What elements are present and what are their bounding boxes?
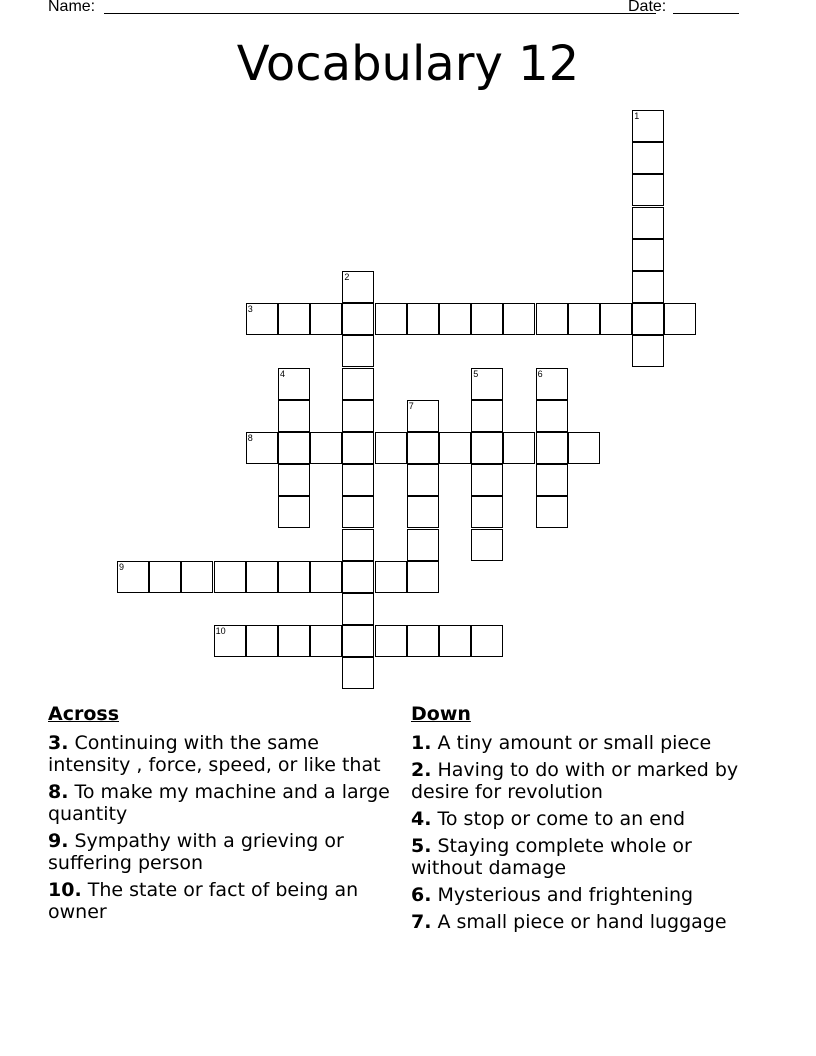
grid-cell[interactable] [375, 303, 407, 335]
clue-number: 4. [411, 808, 432, 830]
grid-cell[interactable] [407, 400, 439, 432]
grid-cell[interactable] [407, 529, 439, 561]
grid-cell[interactable] [342, 271, 374, 303]
clue-number: 6. [411, 884, 432, 906]
grid-cell[interactable] [632, 239, 664, 271]
grid-cell[interactable] [471, 400, 503, 432]
grid-cell[interactable] [407, 432, 439, 464]
grid-cell[interactable] [407, 464, 439, 496]
clue-down-7 [411, 911, 761, 933]
grid-cell[interactable] [342, 400, 374, 432]
grid-cell[interactable] [278, 303, 310, 335]
grid-cell[interactable] [342, 529, 374, 561]
grid-cell[interactable] [246, 561, 278, 593]
grid-cell[interactable] [342, 335, 374, 367]
grid-cell[interactable] [117, 561, 149, 593]
clue-across-10 [48, 879, 396, 923]
clue-text: To stop or come to an end [437, 808, 686, 830]
clue-down-1 [411, 732, 761, 754]
grid-cell[interactable] [503, 303, 535, 335]
cell-number: 7 [408, 400, 414, 411]
grid-cell[interactable] [310, 303, 342, 335]
page-title: Vocabulary 12 [236, 36, 580, 92]
grid-cell[interactable] [310, 625, 342, 657]
clue-text: A tiny amount or small piece [437, 732, 712, 754]
grid-cell[interactable] [536, 496, 568, 528]
grid-cell[interactable] [342, 496, 374, 528]
grid-cell[interactable] [342, 368, 374, 400]
across-clues [48, 702, 396, 928]
clue-text: To make my machine and a large quantity [48, 781, 390, 825]
cell-number: 1 [634, 111, 640, 121]
grid-cell[interactable] [632, 110, 664, 142]
grid-cell[interactable] [342, 432, 374, 464]
clue-across-3 [48, 732, 396, 776]
cell-number: 8 [247, 433, 253, 443]
grid-cell[interactable] [214, 625, 246, 657]
grid-cell[interactable] [342, 464, 374, 496]
grid-cell[interactable] [246, 625, 278, 657]
grid-cell[interactable] [181, 561, 213, 593]
grid-cell[interactable] [471, 529, 503, 561]
grid-cell[interactable] [632, 303, 664, 335]
across-heading: Across [48, 703, 120, 725]
grid-cell[interactable] [439, 303, 471, 335]
grid-cell[interactable] [278, 625, 310, 657]
clue-text: Mysterious and frightening [437, 884, 694, 906]
grid-cell[interactable] [214, 561, 246, 593]
grid-cell[interactable] [471, 303, 503, 335]
grid-cell[interactable] [246, 432, 278, 464]
grid-cell[interactable] [536, 432, 568, 464]
clue-down-2 [411, 759, 761, 803]
down-heading: Down [411, 703, 471, 725]
grid-cell[interactable] [632, 142, 664, 174]
grid-cell[interactable] [342, 657, 374, 689]
clue-text: The state or fact of being an owner [48, 879, 359, 923]
grid-cell[interactable] [536, 400, 568, 432]
clue-number: 1. [411, 732, 432, 754]
grid-cell[interactable] [310, 432, 342, 464]
grid-cell[interactable] [310, 561, 342, 593]
grid-cell[interactable] [536, 464, 568, 496]
grid-cell[interactable] [375, 432, 407, 464]
clue-number: 5. [411, 835, 432, 857]
clue-number: 3. [48, 732, 69, 754]
grid-cell[interactable] [568, 432, 600, 464]
cell-number: 9 [119, 561, 125, 572]
clue-number: 9. [48, 830, 69, 852]
worksheet-header [48, 0, 768, 20]
clue-text: A small piece or hand luggage [437, 911, 727, 933]
grid-cell[interactable] [471, 464, 503, 496]
grid-cell[interactable] [278, 432, 310, 464]
clue-across-8 [48, 781, 396, 825]
grid-cell[interactable] [632, 207, 664, 239]
date-field[interactable] [673, 13, 739, 14]
date-label: Date: [628, 0, 667, 15]
grid-cell[interactable] [342, 303, 374, 335]
name-label: Name: [48, 0, 96, 15]
grid-cell[interactable] [471, 496, 503, 528]
clue-number: 10. [48, 879, 82, 901]
clue-across-9 [48, 830, 396, 874]
grid-cell[interactable] [471, 625, 503, 657]
down-clues [411, 702, 761, 938]
clue-number: 2. [411, 759, 432, 781]
clue-down-5 [411, 835, 761, 879]
grid-cell[interactable] [407, 625, 439, 657]
grid-cell[interactable] [149, 561, 181, 593]
clue-text: Staying complete whole or without damage [411, 835, 692, 879]
grid-cell[interactable] [632, 335, 664, 367]
clue-number: 8. [48, 781, 69, 803]
cell-number: 10 [215, 626, 226, 637]
grid-cell[interactable] [342, 593, 374, 625]
grid-cell[interactable] [246, 303, 278, 335]
grid-cell[interactable] [536, 368, 568, 400]
grid-cell[interactable] [439, 432, 471, 464]
grid-cell[interactable] [278, 561, 310, 593]
grid-cell[interactable] [278, 464, 310, 496]
cell-number: 3 [247, 304, 253, 315]
grid-cell[interactable] [632, 174, 664, 206]
clue-number: 7. [411, 911, 432, 933]
grid-cell[interactable] [342, 625, 374, 657]
grid-cell[interactable] [600, 303, 632, 335]
clue-text: Having to do with or marked by desire for revolution [411, 759, 739, 803]
grid-cell[interactable] [568, 303, 600, 335]
name-field[interactable] [104, 13, 656, 14]
grid-cell[interactable] [375, 625, 407, 657]
cell-number: 6 [537, 368, 543, 379]
clue-text: Sympathy with a grieving or suffering person [48, 830, 344, 874]
cell-number: 4 [280, 368, 286, 379]
grid-cell[interactable] [471, 368, 503, 400]
clue-text: Continuing with the same intensity , force, speed, or like that [48, 732, 381, 776]
clue-down-6 [411, 884, 761, 906]
grid-cell[interactable] [536, 303, 568, 335]
grid-cell[interactable] [375, 561, 407, 593]
grid-cell[interactable] [632, 271, 664, 303]
cell-number: 2 [344, 272, 350, 282]
grid-cell[interactable] [407, 561, 439, 593]
grid-cell[interactable] [439, 625, 471, 657]
grid-cell[interactable] [407, 303, 439, 335]
grid-cell[interactable] [664, 303, 696, 335]
cell-number: 5 [473, 368, 479, 379]
grid-cell[interactable] [278, 368, 310, 400]
grid-cell[interactable] [471, 432, 503, 464]
grid-cell[interactable] [407, 496, 439, 528]
grid-cell[interactable] [278, 400, 310, 432]
grid-cell[interactable] [342, 561, 374, 593]
clue-down-4 [411, 808, 761, 830]
grid-cell[interactable] [278, 496, 310, 528]
grid-cell[interactable] [503, 432, 535, 464]
